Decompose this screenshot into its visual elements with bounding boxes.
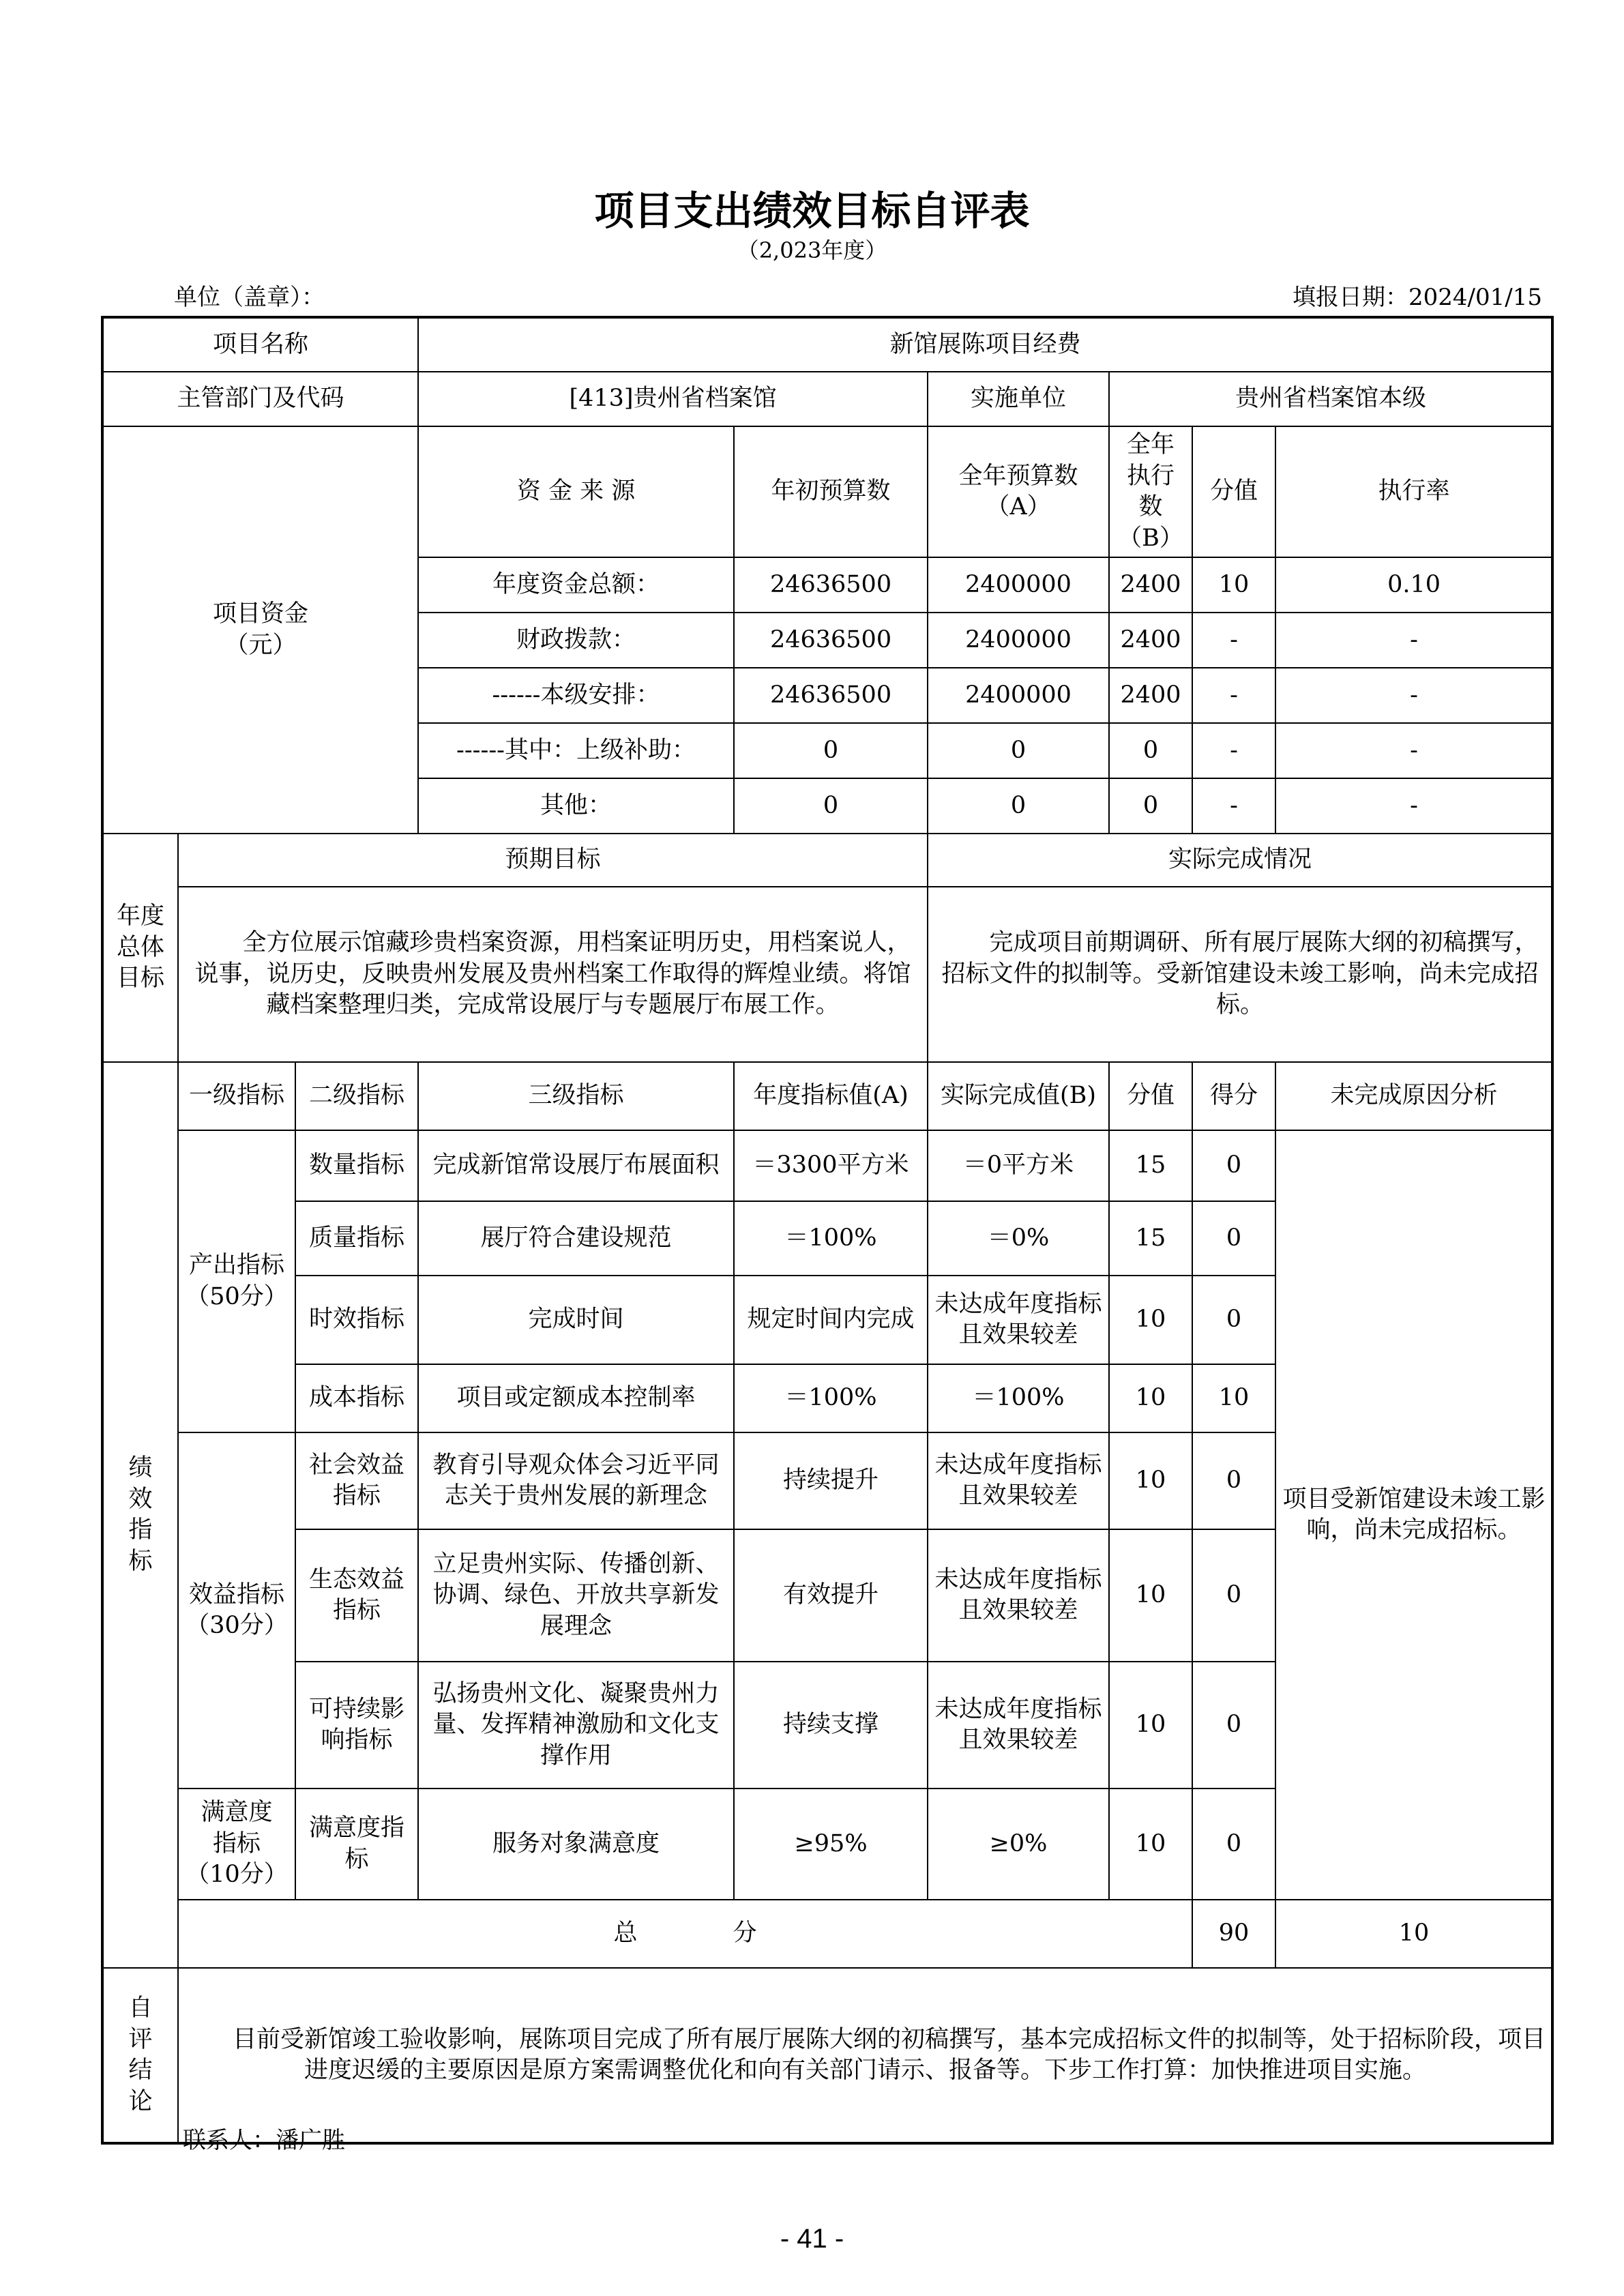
funds-source: ------本级安排： [418, 668, 734, 723]
expected-goal-text [178, 887, 928, 1062]
actual-completion-label: 实际完成情况 [928, 834, 1552, 887]
project-name-row [102, 317, 1552, 372]
funds-initial: 24636500 [734, 613, 928, 668]
implementer-label: 实施单位 [928, 372, 1109, 426]
target-value: ＝100% [734, 1201, 928, 1276]
funds-header-executed: 全年执行数 （B） [1109, 426, 1192, 557]
indicator-got: 0 [1192, 1201, 1275, 1276]
level3-indicator: 立足贵州实际、传播创新、协调、绿色、开放共享新发展理念 [418, 1529, 734, 1662]
funds-executed: 0 [1109, 778, 1192, 834]
funds-annual-budget: 2400000 [928, 668, 1109, 723]
indicator-score: 10 [1109, 1276, 1192, 1364]
funds-initial: 24636500 [734, 557, 928, 613]
total-label: 总 分 [178, 1900, 1192, 1968]
header-reason: 未完成原因分析 [1275, 1062, 1552, 1130]
satisfaction-indicator-group: 满意度 指标 （10分） [178, 1789, 295, 1900]
total-got: 10 [1275, 1900, 1552, 1968]
indicator-got: 0 [1192, 1662, 1275, 1789]
funds-source: 年度资金总额： [418, 557, 734, 613]
actual-value: ＝100% [928, 1364, 1109, 1432]
funds-annual-budget: 0 [928, 778, 1109, 834]
actual-value: 未达成年度指标且效果较差 [928, 1662, 1109, 1789]
funds-annual-budget: 2400000 [928, 613, 1109, 668]
level3-indicator: 完成时间 [418, 1276, 734, 1364]
project-name-label: 项目名称 [102, 317, 418, 372]
header-actual: 实际完成值(B) [928, 1062, 1109, 1130]
conclusion-paragraph: 目前受新馆竣工验收影响，展陈项目完成了所有展厅展陈大纲的初稿撰写，基本完成招标文件的拟制等，处于招标阶段，项目进度迟缓的主要原因是原方案需调整优化和向有关部门请示、报备等。下步工作打算：加快推进项目实施。 [233, 2025, 1546, 2084]
project-name: 新馆展陈项目经费 [418, 317, 1552, 372]
level3-indicator: 项目或定额成本控制率 [418, 1364, 734, 1432]
level2-indicator: 成本指标 [295, 1364, 418, 1432]
conclusion-text [178, 1968, 1552, 2143]
funds-source: 财政拨款： [418, 613, 734, 668]
funds-initial: 0 [734, 723, 928, 778]
funds-score: - [1192, 723, 1275, 778]
funds-executed: 2400 [1109, 557, 1192, 613]
performance-indicator-label: 绩 效 指 标 [102, 1062, 178, 1968]
funds-executed: 0 [1109, 723, 1192, 778]
expected-goal-paragraph: 全方位展示馆藏珍贵档案资源，用档案证明历史，用档案说人，说事，说历史，反映贵州发展及贵州档案工作取得的辉煌业绩。将馆藏档案整理归类，完成常设展厅与专题展厅布展工作。 [194, 929, 911, 1019]
level3-indicator: 服务对象满意度 [418, 1789, 734, 1900]
indicator-got: 0 [1192, 1789, 1275, 1900]
funds-initial: 24636500 [734, 668, 928, 723]
header-level3: 三级指标 [418, 1062, 734, 1130]
level2-indicator: 时效指标 [295, 1276, 418, 1364]
indicator-score: 15 [1109, 1130, 1192, 1201]
department-value: [413]贵州省档案馆 [418, 372, 928, 426]
actual-value: 未达成年度指标且效果较差 [928, 1432, 1109, 1529]
actual-value: 未达成年度指标且效果较差 [928, 1276, 1109, 1364]
funds-executed: 2400 [1109, 613, 1192, 668]
level2-indicator: 满意度指标 [295, 1789, 418, 1900]
indicator-score: 10 [1109, 1789, 1192, 1900]
target-value: ＝100% [734, 1364, 928, 1432]
actual-value: ＝0% [928, 1201, 1109, 1276]
funds-header-initial: 年初预算数 [734, 426, 928, 557]
expected-goal-label: 预期目标 [178, 834, 928, 887]
indicator-got: 10 [1192, 1364, 1275, 1432]
funds-rate: - [1275, 723, 1552, 778]
funds-annual-budget: 0 [928, 723, 1109, 778]
actual-completion-paragraph: 完成项目前期调研、所有展厅展陈大纲的初稿撰写，招标文件的拟制等。受新馆建设未竣工影响，尚未完成招标。 [941, 929, 1539, 1019]
funds-header-rate: 执行率 [1275, 426, 1552, 557]
level2-indicator: 生态效益指标 [295, 1529, 418, 1662]
level2-indicator: 社会效益指标 [295, 1432, 418, 1529]
level3-indicator: 展厅符合建设规范 [418, 1201, 734, 1276]
funds-score: - [1192, 668, 1275, 723]
funds-header-row [102, 426, 1552, 557]
funds-annual-budget: 2400000 [928, 557, 1109, 613]
funds-initial: 0 [734, 778, 928, 834]
funds-score: 10 [1192, 557, 1275, 613]
funds-rate: - [1275, 778, 1552, 834]
annual-goal-text-row [102, 887, 1552, 1062]
indicator-score: 10 [1109, 1432, 1192, 1529]
funds-rate: 0.10 [1275, 557, 1552, 613]
level3-indicator: 教育引导观众体会习近平同志关于贵州发展的新理念 [418, 1432, 734, 1529]
form-year: （2,023年度） [737, 237, 887, 263]
target-value: 持续支撑 [734, 1662, 928, 1789]
funds-executed: 2400 [1109, 668, 1192, 723]
annual-goal-header-row [102, 834, 1552, 887]
funds-score: - [1192, 778, 1275, 834]
output-indicator-group: 产出指标 （50分） [178, 1130, 295, 1432]
funds-source: ------其中：上级补助： [418, 723, 734, 778]
self-evaluation-table [101, 316, 1554, 2145]
indicator-score: 15 [1109, 1201, 1192, 1276]
actual-value: ＝0平方米 [928, 1130, 1109, 1201]
annual-goal-label: 年度 总体 目标 [102, 834, 178, 1062]
funds-score: - [1192, 613, 1275, 668]
funds-rate: - [1275, 613, 1552, 668]
indicator-header-row [102, 1062, 1552, 1130]
department-row [102, 372, 1552, 426]
level2-indicator: 数量指标 [295, 1130, 418, 1201]
total-row [102, 1900, 1552, 1968]
indicator-score: 10 [1109, 1364, 1192, 1432]
funds-label: 项目资金 （元） [102, 426, 418, 834]
form-title: 项目支出绩效目标自评表 [594, 188, 1030, 234]
target-value: 规定时间内完成 [734, 1276, 928, 1364]
benefit-indicator-group: 效益指标 （30分） [178, 1432, 295, 1789]
indicator-got: 0 [1192, 1432, 1275, 1529]
implementer-value: 贵州省档案馆本级 [1109, 372, 1552, 426]
funds-rate: - [1275, 668, 1552, 723]
fill-date: 填报日期：2024/01/15 [1293, 284, 1542, 311]
page-number: - 41 - [780, 2224, 844, 2254]
level3-indicator: 弘扬贵州文化、凝聚贵州力量、发挥精神激励和文化支撑作用 [418, 1662, 734, 1789]
department-label: 主管部门及代码 [102, 372, 418, 426]
indicator-score: 10 [1109, 1529, 1192, 1662]
level2-indicator: 可持续影响指标 [295, 1662, 418, 1789]
unit-seal-label: 单位（盖章）： [174, 284, 325, 311]
target-value: ＝3300平方米 [734, 1130, 928, 1201]
indicator-got: 0 [1192, 1529, 1275, 1662]
actual-value: ≥0% [928, 1789, 1109, 1900]
level3-indicator: 完成新馆常设展厅布展面积 [418, 1130, 734, 1201]
header-score: 分值 [1109, 1062, 1192, 1130]
funds-header-annual-budget: 全年预算数 （A） [928, 426, 1109, 557]
target-value: ≥95% [734, 1789, 928, 1900]
header-level2: 二级指标 [295, 1062, 418, 1130]
conclusion-label: 自 评 结 论 [102, 1968, 178, 2143]
indicator-got: 0 [1192, 1276, 1275, 1364]
conclusion-row [102, 1968, 1552, 2143]
header-got: 得分 [1192, 1062, 1275, 1130]
indicator-score: 10 [1109, 1662, 1192, 1789]
total-score: 90 [1192, 1900, 1275, 1968]
incomplete-reason: 项目受新馆建设未竣工影响，尚未完成招标。 [1275, 1130, 1552, 1900]
target-value: 持续提升 [734, 1432, 928, 1529]
actual-value: 未达成年度指标且效果较差 [928, 1529, 1109, 1662]
contact-person: 联系人：潘广胜 [183, 2127, 345, 2154]
indicator-got: 0 [1192, 1130, 1275, 1201]
funds-source: 其他： [418, 778, 734, 834]
header-level1: 一级指标 [178, 1062, 295, 1130]
header-target: 年度指标值(A) [734, 1062, 928, 1130]
actual-completion-text [928, 887, 1552, 1062]
target-value: 有效提升 [734, 1529, 928, 1662]
funds-header-source: 资 金 来 源 [418, 426, 734, 557]
level2-indicator: 质量指标 [295, 1201, 418, 1276]
funds-header-score: 分值 [1192, 426, 1275, 557]
indicator-row [102, 1130, 1552, 1201]
